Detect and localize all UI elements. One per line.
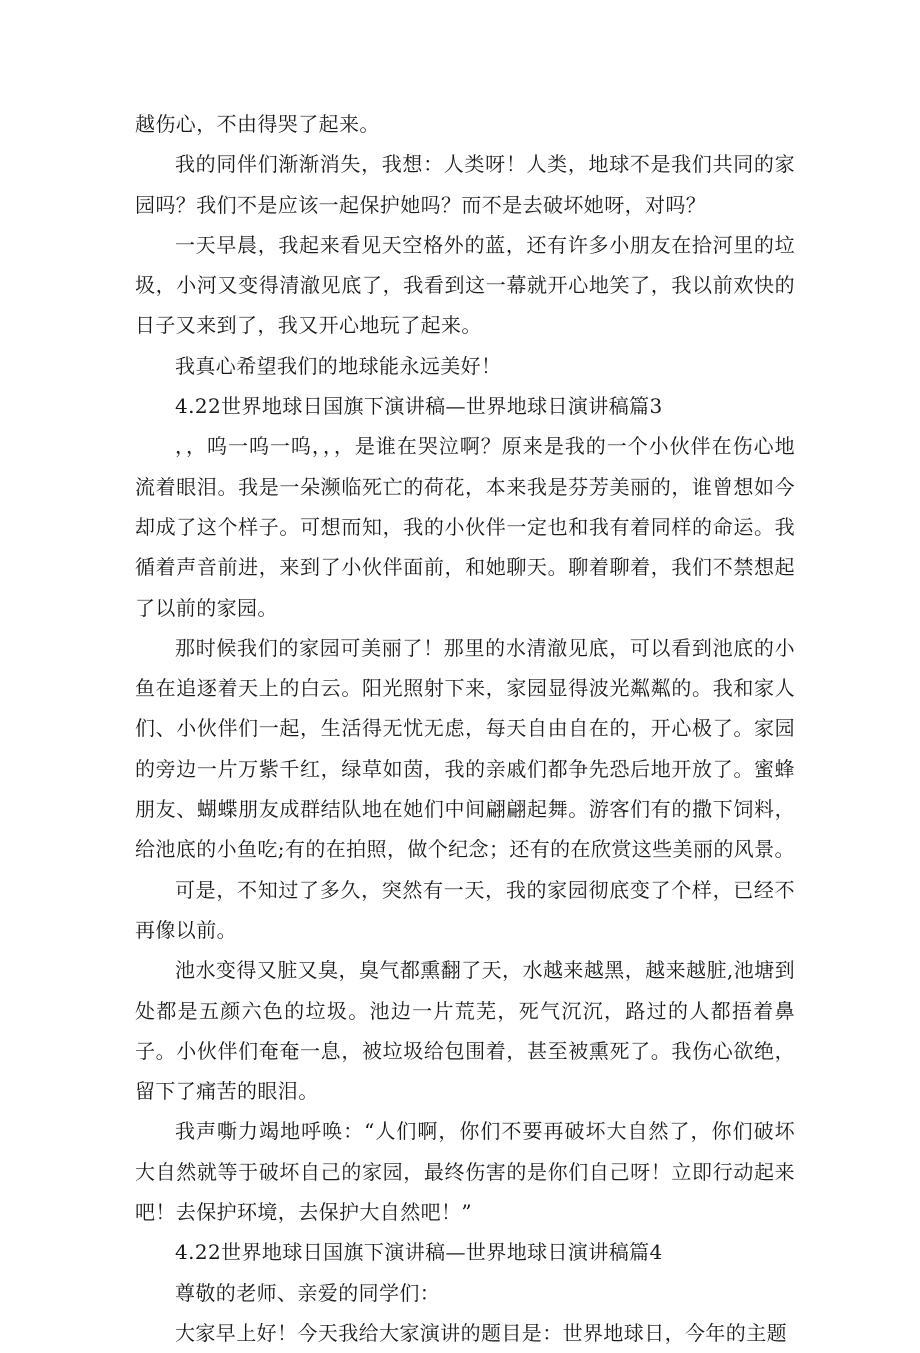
paragraph: 越伤心，不由得哭了起来。 <box>135 112 380 136</box>
paragraph: 池水变得又脏又臭，臭气都熏翻了天，水越来越黑，越来越脏,池塘到处都是五颜六色的垃圾。池边一片荒芜，死气沉沉，路过的人都捂着鼻子。小伙伴们奄奄一息，被垃圾给包围着，甚至被熏死了。我伤心欲绝，留下了痛苦的眼泪。 <box>135 958 795 1104</box>
document-body <box>135 104 795 1353</box>
paragraph: 尊敬的老师、亲爱的同学们： <box>175 1280 441 1305</box>
paragraph: 那时候我们的家园可美丽了！那里的水清澈见底，可以看到池底的小鱼在追逐着天上的白云。阳光照射下来，家园显得波光粼粼的。我和家人们、小伙伴们一起，生活得无忧无虑，每天自由自在的，开心极了。家园的旁边一片万紫千红，绿草如茵，我的亲戚们都争先恐后地开放了。蜜蜂朋友、蝴蝶朋友成群结队地在她们中间翩翩起舞。游客们有的撒下饲料，给池底的小鱼吃;有的在拍照，做个纪念；还有的在欣赏这些美丽的风景。 <box>135 635 795 862</box>
paragraph: 大家早上好！今天我给大家演讲的题目是：世界地球日，今年的主题 <box>175 1320 787 1345</box>
paragraph: 我声嘶力竭地呼唤：“人们啊，你们不要再破坏大自然了，你们破坏大自然就等于破坏自己的家园，最终伤害的是你们自己呀！立即行动起来吧！去保护环境，去保护大自然吧！” <box>135 1119 795 1225</box>
paragraph: 我真心希望我们的地球能永远美好！ <box>175 353 502 378</box>
section-heading: 4.22世界地球日国旗下演讲稿—世界地球日演讲稿篇4 <box>175 1240 663 1265</box>
paragraph: 一天早晨，我起来看见天空格外的蓝，还有许多小朋友在拾河里的垃圾，小河又变得清澈见底了，我看到这一幕就开心地笑了，我以前欢快的日子又来到了，我又开心地玩了起来。 <box>135 232 795 338</box>
paragraph: ，，呜一呜一呜，，，是谁在哭泣啊？原来是我的一个小伙伴在伤心地流着眼泪。我是一朵濒临死亡的荷花，本来我是芬芳美丽的，谁曾想如今却成了这个样子。可想而知，我的小伙伴一定也和我有着同样的命运。我循着声音前进，来到了小伙伴面前，和她聊天。聊着聊着，我们不禁想起了以前的家园。 <box>135 434 795 620</box>
paragraph: 我的同伴们渐渐消失，我想：人类呀！人类，地球不是我们共同的家园吗？我们不是应该一起保护她吗？而不是去破坏她呀，对吗？ <box>135 152 795 217</box>
section-heading: 4.22世界地球日国旗下演讲稿—世界地球日演讲稿篇3 <box>175 394 663 419</box>
paragraph: 可是，不知过了多久，突然有一天，我的家园彻底变了个样，已经不再像以前。 <box>135 877 795 942</box>
